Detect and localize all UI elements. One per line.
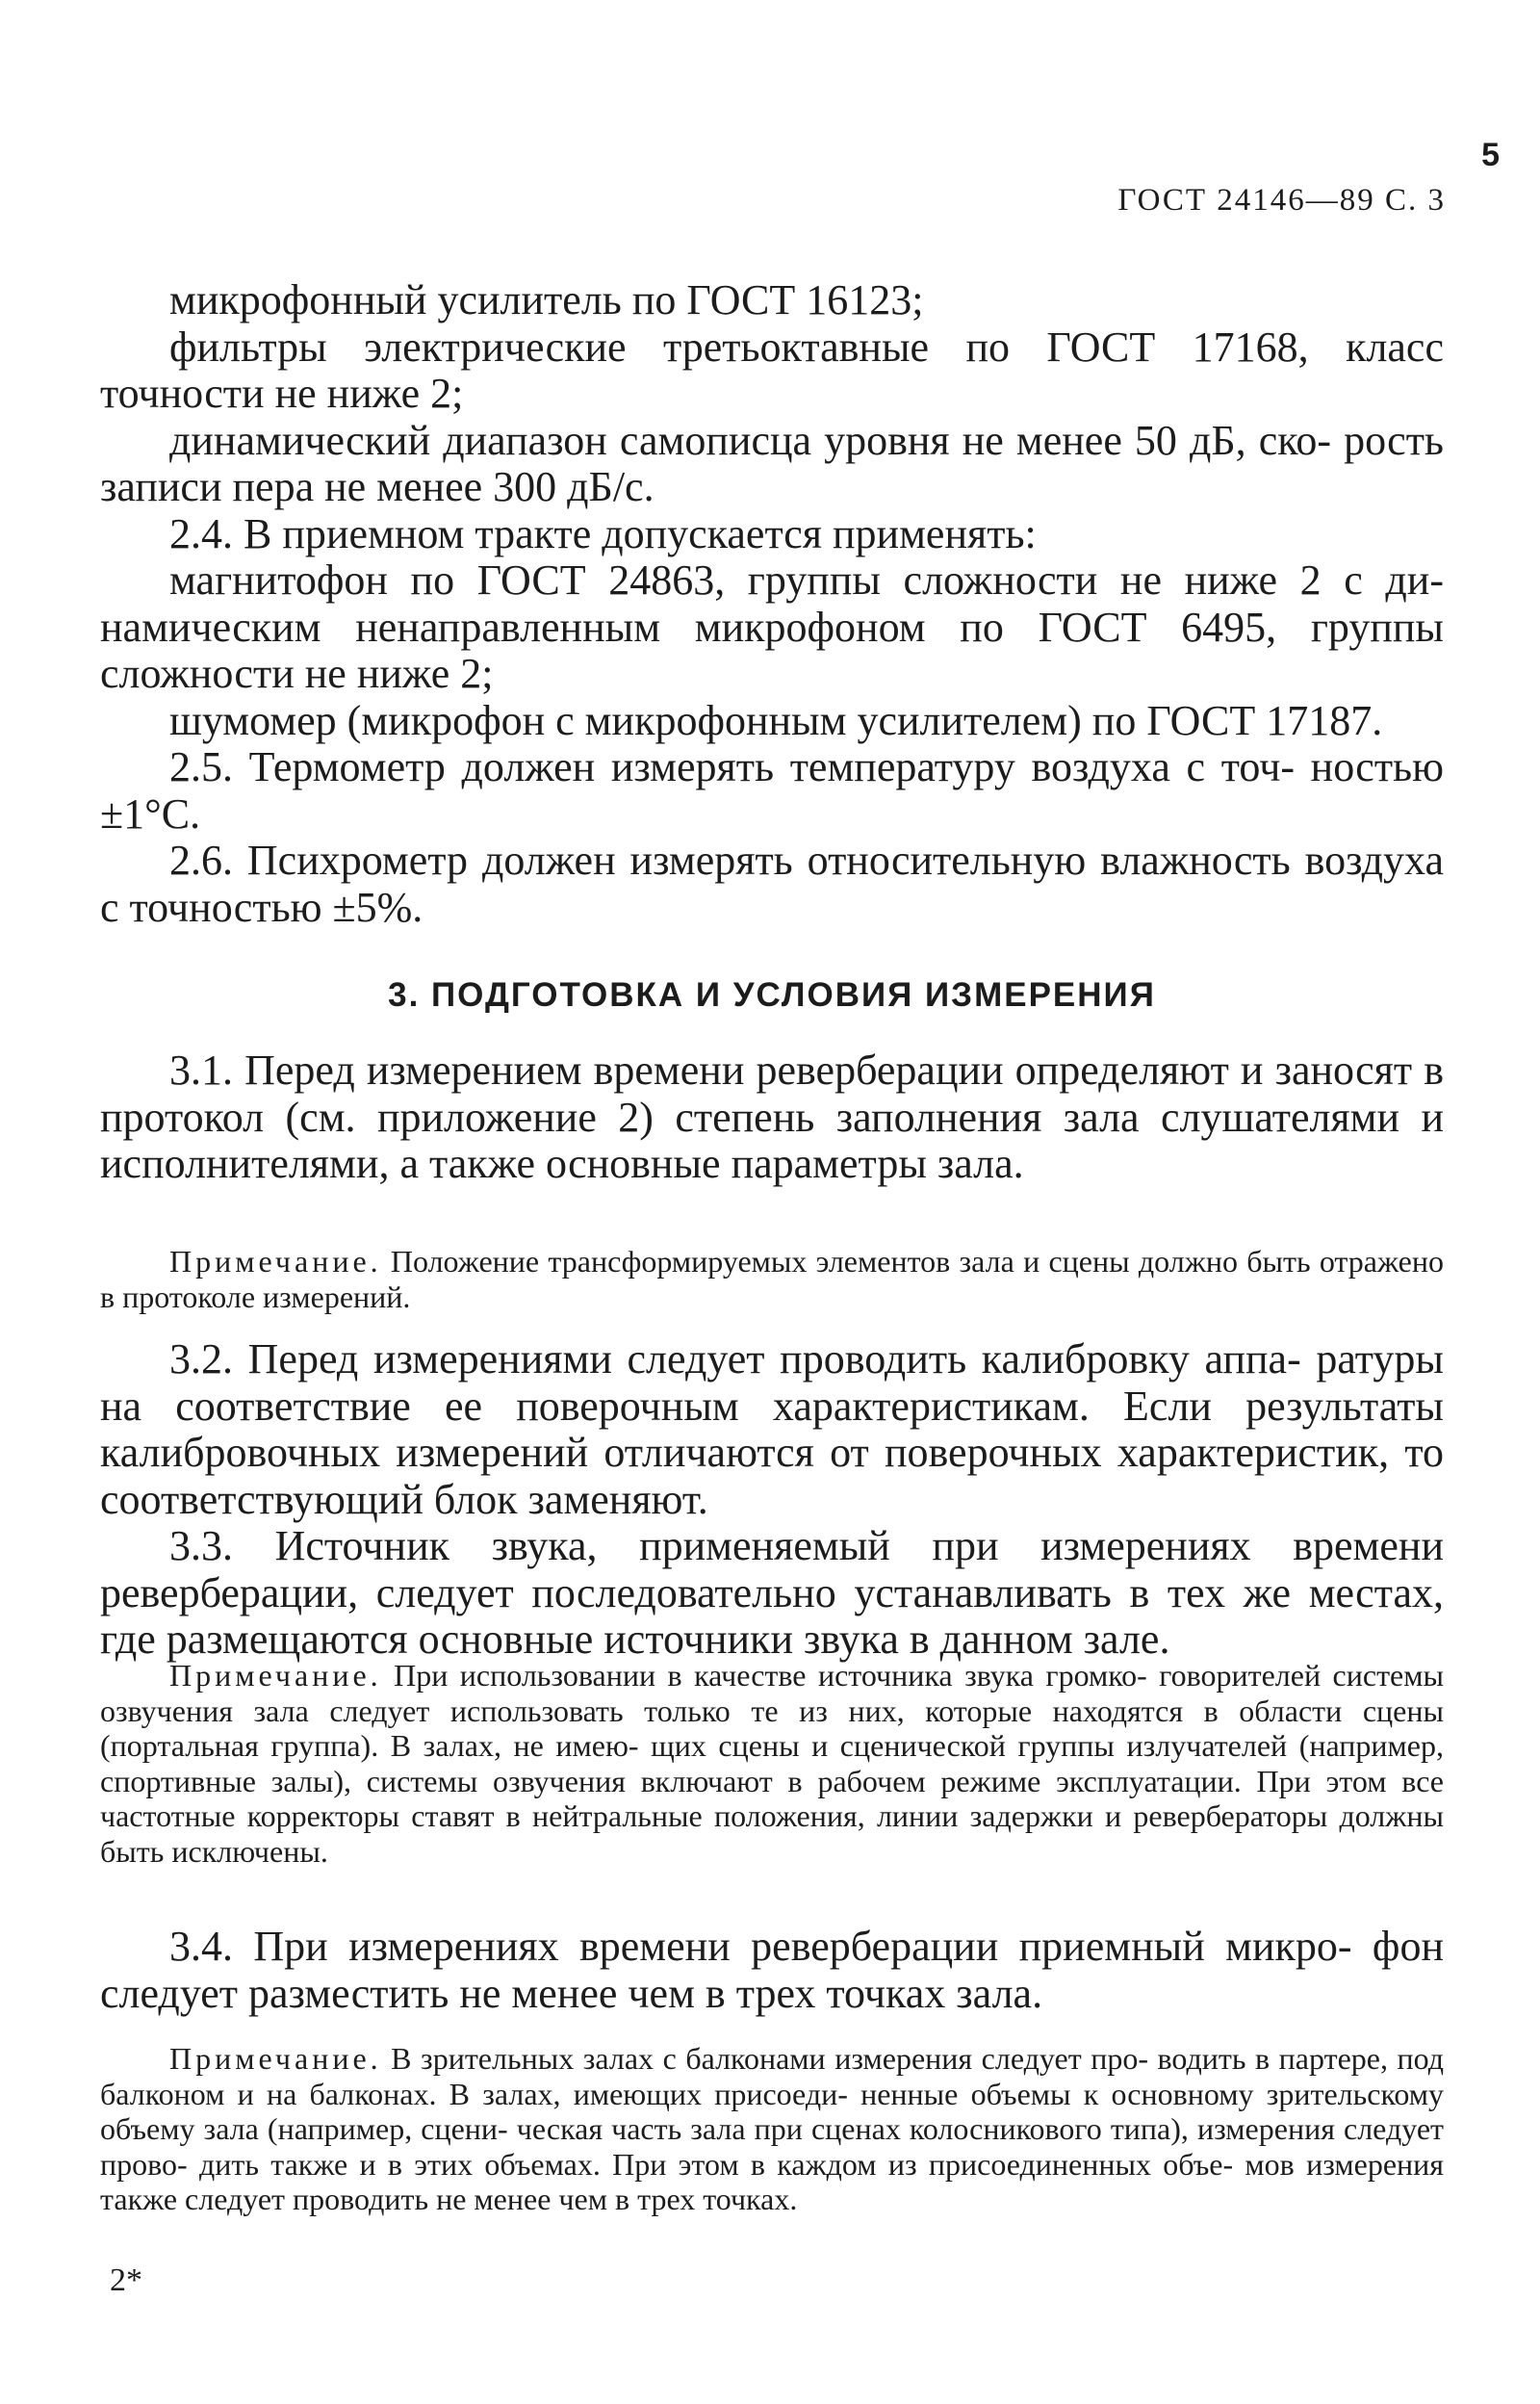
clause-2-6: 2.6. Психрометр должен измерять относительную влажность воздуха с точностью ±5%.	[100, 837, 1444, 931]
clause-3-4-block	[100, 1924, 1444, 2017]
note-3	[100, 2041, 1444, 2217]
paragraph: динамический диапазон самописца уровня не менее 50 дБ, ско- рость записи пера не менее 300 дБ/с.	[100, 416, 1444, 510]
note-label: Примечание.	[169, 1658, 382, 1693]
clause-3-2: 3.2. Перед измерениями следует проводить калибровку аппа- ратуры на соответствие ее поверочным характеристикам. Если результаты калибровочных измерений отличаются от поверочных характеристик, то соответствующий блок заменяют.	[100, 1335, 1444, 1523]
paragraph: шумомер (микрофон с микрофонным усилителем) по ГОСТ 17187.	[169, 696, 1383, 744]
running-header: ГОСТ 24146—89 С. 3	[1117, 183, 1446, 218]
note-1	[100, 1244, 1444, 1314]
paragraph: фильтры электрические третьоктавные по ГОСТ 17168, класс точности не ниже 2;	[100, 323, 1444, 417]
clause-3-3: 3.3. Источник звука, применяемый при измерениях времени реверберации, следует последовательно устанавливать в тех же местах, где размещаются основные источники звука в данном зале.	[100, 1522, 1444, 1663]
note-text: Положение трансформируемых элементов зала и сцены должно быть отражено в протоколе измерений.	[100, 1244, 1444, 1314]
clause-3-1: 3.1. Перед измерением времени реверберации определяют и заносят в протокол (см. приложение 2) степень заполнения зала слушателями и исполнителями, а также основные параметры зала.	[100, 1047, 1444, 1187]
note-label: Примечание.	[169, 2041, 382, 2076]
clause-3-2-3-block	[100, 1336, 1444, 1664]
sheet-number: 5	[1481, 137, 1500, 173]
paragraph: магнитофон по ГОСТ 24863, группы сложности не ниже 2 с ди- намическим ненаправленным микрофоном по ГОСТ 6495, группы сложности не ниже 2;	[100, 556, 1444, 697]
note-label: Примечание.	[169, 1244, 382, 1279]
note-2	[100, 1658, 1444, 1869]
clause-3-1-block	[100, 1047, 1444, 1188]
signature-mark: 2*	[110, 2262, 142, 2298]
clause-2-4: 2.4. В приемном тракте допускается применять:	[169, 509, 1037, 557]
section-heading: 3. ПОДГОТОВКА И УСЛОВИЯ ИЗМЕРЕНИЯ	[388, 976, 1156, 1014]
paragraph: микрофонный усилитель по ГОСТ 16123;	[169, 276, 924, 323]
note-text: В зрительных залах с балконами измерения следует про- водить в партере, под балконом и на балконах. В залах, имеющих присоеди- ненные объемы к основному зрительскому объему зала (например, сцени- ческая часть зала при сценах колосникового типа), измерения следует прово- дить также и в этих объемах. При этом в каждом из присоединенных объе- мов измерения также следует проводить не менее чем в трех точках.	[100, 2041, 1444, 2216]
note-text: При использовании в качестве источника звука громко- говорителей системы озвучения зала следует использовать только те из них, которые находятся в области сцены (портальная группа). В залах, не имею- щих сцены и сценической группы излучателей (например, спортивные залы), системы озвучения включают в рабочем режиме эксплуатации. При этом все частотные корректоры ставят в нейтральные положения, линии задержки и ревербераторы должны быть исключены.	[100, 1658, 1444, 1869]
clause-2-5: 2.5. Термометр должен измерять температуру воздуха с точ- ностью ±1°С.	[100, 743, 1444, 838]
clause-3-4: 3.4. При измерениях времени реверберации приемный микро- фон следует разместить не менее чем в трех точках зала.	[100, 1923, 1444, 2017]
equipment-list-block	[100, 277, 1444, 931]
